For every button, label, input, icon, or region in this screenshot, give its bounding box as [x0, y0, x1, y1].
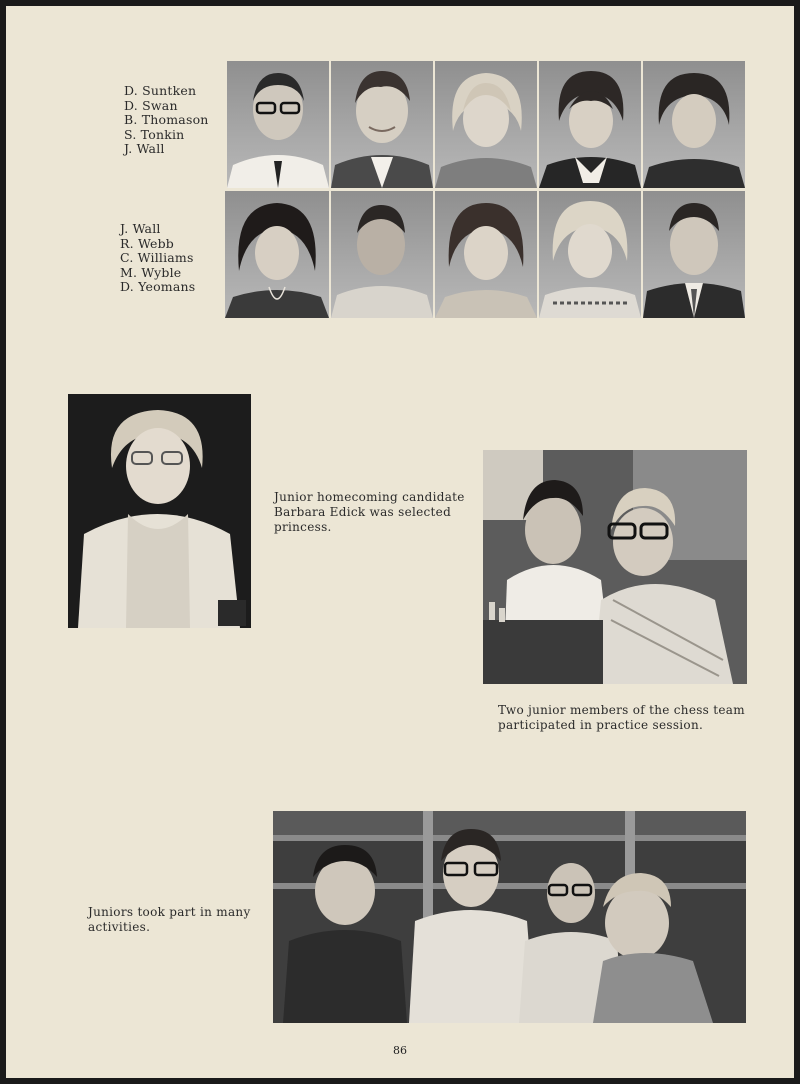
- caption-line: participated in practice session.: [498, 718, 704, 732]
- name-label: B. Thomason: [124, 112, 209, 128]
- chess-caption: [498, 703, 745, 733]
- portrait-photo: [435, 191, 537, 318]
- caption-line: princess.: [274, 520, 332, 534]
- caption-line: Two junior members of the chess team: [498, 703, 745, 717]
- name-label: D. Swan: [124, 97, 178, 113]
- portrait-row-2-names: [120, 222, 195, 295]
- name-label: S. Tonkin: [124, 126, 185, 142]
- name-label: J. Wall: [120, 221, 161, 236]
- chess-practice-photo: [483, 450, 747, 684]
- caption-line: Juniors took part in many: [88, 905, 251, 919]
- portrait-photo: [435, 61, 537, 188]
- caption-line: Barbara Edick was selected: [274, 505, 452, 519]
- homecoming-candidate-photo: [68, 394, 251, 628]
- portrait-photo: [539, 61, 641, 188]
- portrait-row-1-names: [124, 84, 209, 157]
- name-label: J. Wall: [124, 141, 165, 157]
- portrait-photo: [225, 191, 329, 318]
- portrait-photo: [227, 61, 329, 188]
- portrait-photo: [643, 191, 745, 318]
- activities-photo: [273, 811, 746, 1023]
- activities-caption: [88, 905, 251, 935]
- name-label: C. Williams: [120, 250, 194, 266]
- name-label: D. Yeomans: [120, 279, 196, 295]
- name-label: D. Suntken: [124, 83, 197, 98]
- name-label: R. Webb: [120, 235, 174, 251]
- name-label: M. Wyble: [120, 264, 182, 280]
- yearbook-page: [6, 6, 794, 1078]
- caption-line: activities.: [88, 920, 151, 934]
- portrait-photo: [331, 61, 433, 188]
- homecoming-caption: [274, 490, 465, 535]
- page-number: 86: [393, 1044, 407, 1057]
- portrait-photo: [331, 191, 433, 318]
- caption-line: Junior homecoming candidate: [274, 490, 465, 504]
- portrait-photo: [643, 61, 745, 188]
- portrait-photo: [539, 191, 641, 318]
